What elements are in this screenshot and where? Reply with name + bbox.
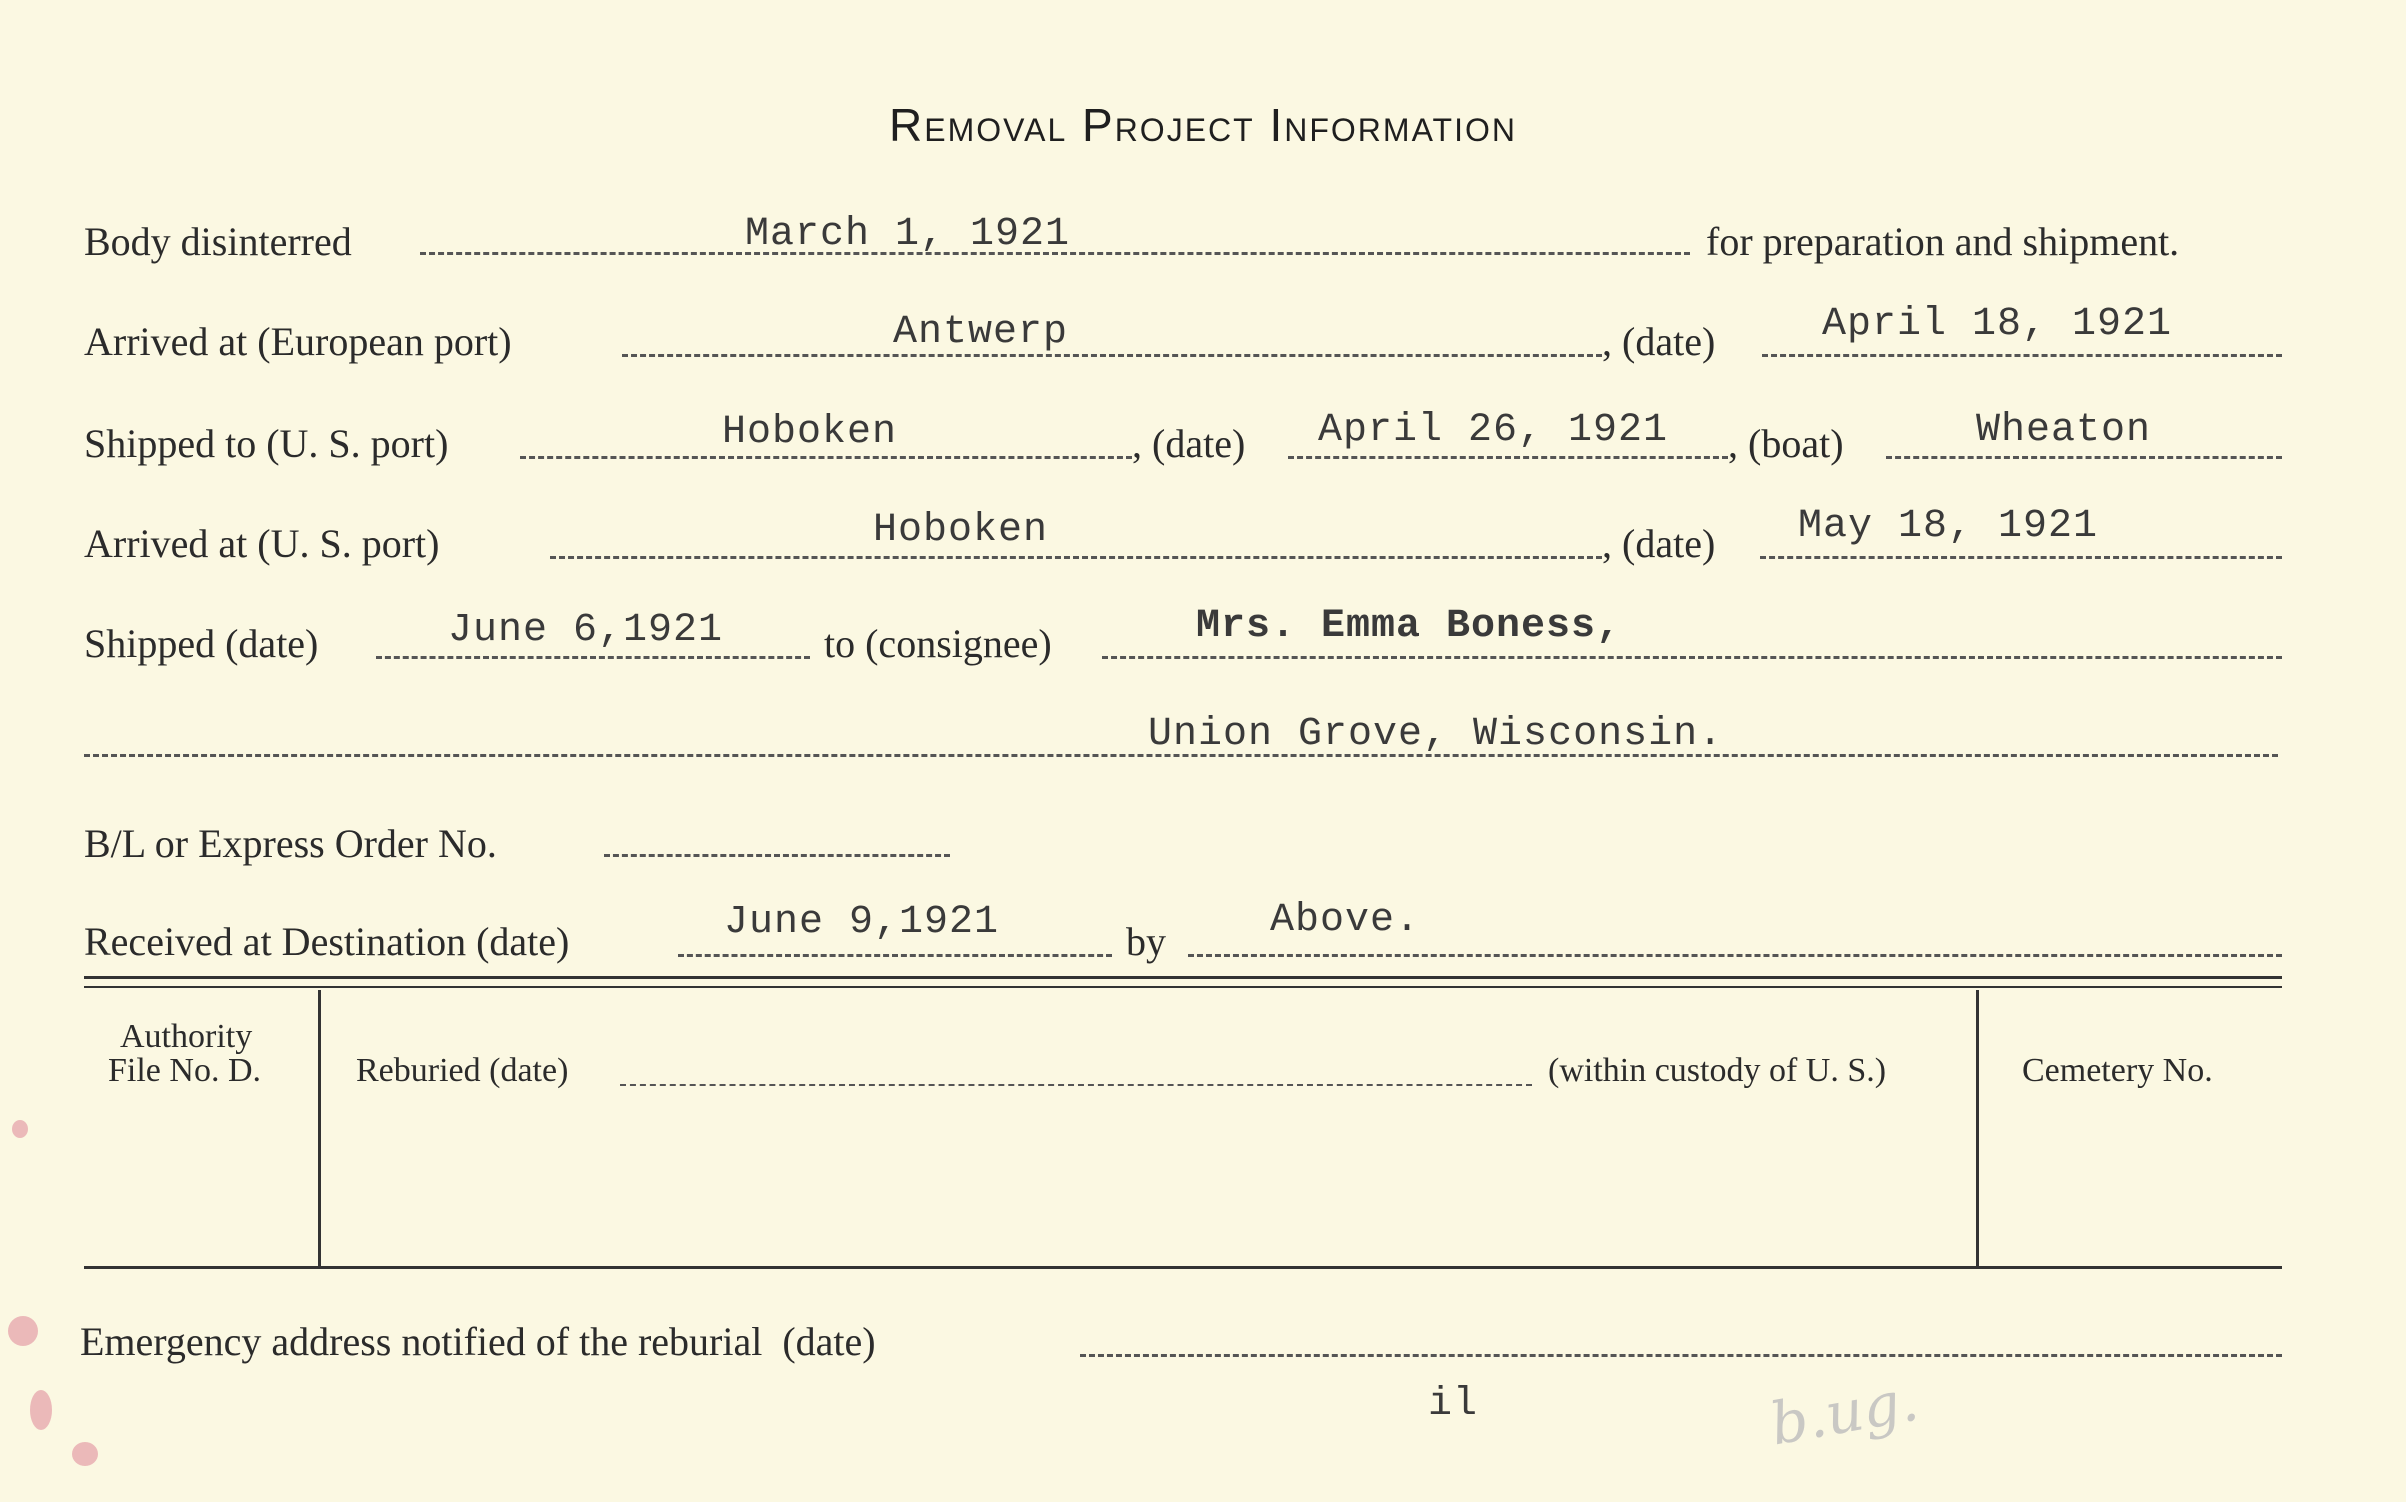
european-date-line [1762,354,2282,357]
received-by: Above. [1270,898,1421,943]
disinterred-date: March 1, 1921 [745,212,1071,257]
stain-mark [72,1442,98,1466]
boat-line [1886,456,2282,459]
us-port-arrived-label: Arrived at (U. S. port) [84,521,440,566]
boat-name: Wheaton [1976,408,2152,453]
box-divider-right [1976,990,1979,1266]
authority-label-line2: File No. D. [108,1052,261,1089]
reburied-label: Reburied (date) [356,1052,569,1089]
stain-mark [8,1316,38,1346]
us-port-arrived-date: May 18, 1921 [1798,504,2099,549]
reburied-line [620,1084,1532,1086]
us-port-shipped-date: April 26, 1921 [1318,408,1669,453]
box-top-rule [84,976,2282,979]
box-top-rule-inner [84,986,2282,988]
us-port-arrived-value: Hoboken [873,508,1049,553]
disinterred-suffix: for preparation and shipment. [1706,219,2180,264]
authority-label-line1: Authority [120,1018,253,1055]
us-port-shipped-line [520,456,1132,459]
cemetery-label: Cemetery No. [2022,1052,2213,1089]
received-date-line [678,954,1112,957]
emergency-line [1080,1354,2282,1357]
pencil-note: b.ug. [1765,1365,1924,1459]
shipped-date-label: Shipped (date) [84,621,319,666]
received-label: Received at Destination (date) [84,919,570,964]
received-by-label: by [1126,919,1166,964]
us-port-shipped-date-label: , (date) [1132,421,1246,466]
box-divider-left [318,990,321,1266]
bl-order-label: B/L or Express Order No. [84,821,497,866]
custody-label: (within custody of U. S.) [1548,1052,1887,1089]
shipped-date: June 6,1921 [448,608,724,653]
european-port-value: Antwerp [893,310,1069,355]
boat-label: , (boat) [1728,421,1844,466]
us-port-shipped-date-line [1288,456,1728,459]
footer-mark: il [1428,1382,1479,1427]
received-by-line [1188,954,2282,957]
card-title: Removal Project Information [889,99,1517,151]
received-date: June 9,1921 [724,900,1000,945]
consignee-label: to (consignee) [824,621,1052,666]
us-port-arrived-date-label: , (date) [1602,521,1716,566]
us-port-arrived-line [550,556,1602,559]
us-port-shipped-label: Shipped to (U. S. port) [84,421,449,466]
stain-mark [30,1390,52,1430]
bl-order-line [604,854,950,857]
european-arrival-date: April 18, 1921 [1822,302,2173,347]
european-date-label: , (date) [1602,319,1716,364]
european-port-label: Arrived at (European port) [84,319,512,364]
us-port-shipped-value: Hoboken [722,410,898,455]
consignee-address: Union Grove, Wisconsin. [1148,712,1724,757]
disinterred-label: Body disinterred [84,219,352,264]
european-port-line [622,354,1602,357]
emergency-label: Emergency address notified of the reburial (date) [80,1319,876,1364]
us-port-arrived-date-line [1760,556,2282,559]
box-bottom-rule [84,1266,2282,1269]
stain-mark [12,1120,28,1138]
consignee-name: Mrs. Emma Boness, [1196,604,1622,649]
shipped-date-line [376,656,810,659]
consignee-line [1102,656,2282,659]
